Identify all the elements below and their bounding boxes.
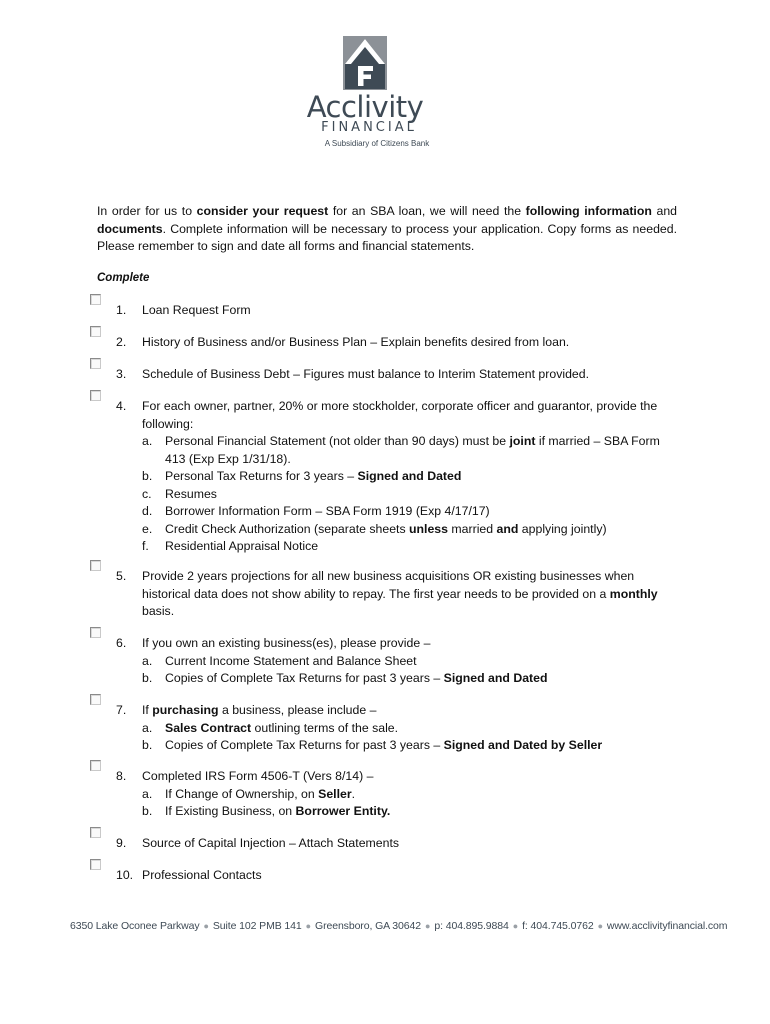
brand-name: Acclivity [306, 90, 424, 124]
complete-checkbox[interactable] [90, 827, 101, 838]
bullet-separator-icon: ● [305, 921, 311, 931]
sub-item-a: a. Personal Financial Statement (not older than 90 days) must be joint if married – SBA Form 413 (Exp Exp 1/31/18). [142, 434, 660, 466]
item-number: 3. [116, 367, 127, 381]
sub-item-b: b. Copies of Complete Tax Returns for past 3 years – Signed and Dated by Seller [142, 738, 603, 752]
footer-address: 6350 Lake Oconee Parkway [70, 920, 200, 932]
bullet-separator-icon: ● [425, 921, 431, 931]
item-text: History of Business and/or Business Plan – Explain benefits desired from loan. [142, 335, 570, 349]
complete-checkbox[interactable] [90, 560, 101, 571]
sub-item-a: a. Current Income Statement and Balance Sheet [142, 653, 417, 668]
sub-item-f: f. Residential Appraisal Notice [142, 539, 319, 553]
item-text: Provide 2 years projections for all new business acquisitions OR existing businesses when historical data does not show ability to repay. The first year needs to be provided on a monthly basis. [142, 569, 658, 618]
item-text: Source of Capital Injection – Attach Statements [142, 836, 400, 850]
company-logo [300, 36, 430, 149]
item-number: 7. [116, 703, 127, 717]
item-number: 1. [116, 303, 127, 317]
complete-checkbox[interactable] [90, 294, 101, 305]
item-text: For each owner, partner, 20% or more stockholder, corporate officer and guarantor, provide the following: a. Personal Financial Statement (not older than 90 days) must be joint if married – SBA Form 413 (Exp Exp 1/31/18). b. Personal Tax Returns for 3 years – Signed and Dated c. Resumes d. Borrower Information Form – SBA Form 1919 (Exp 4/17/17) e. Credit Check Authorization (separate sheets unless married and applying jointly) f. Residential Appraisal Notice [142, 398, 672, 556]
complete-checkbox[interactable] [90, 326, 101, 337]
complete-checkbox[interactable] [90, 627, 101, 638]
bullet-separator-icon: ● [512, 921, 519, 931]
complete-column-label: Complete [97, 272, 150, 284]
item-text: Schedule of Business Debt – Figures must balance to Interim Statement provided. [142, 367, 590, 381]
complete-checkbox[interactable] [90, 859, 101, 870]
item-number: 6. [116, 636, 127, 650]
sub-item-d: d. Borrower Information Form – SBA Form 1919 (Exp 4/17/17) [142, 504, 490, 518]
item-text: Professional Contacts [142, 868, 262, 882]
footer-website-link[interactable]: www.acclivityfinancial.com [606, 920, 728, 932]
sub-item-b: b. Personal Tax Returns for 3 years – Signed and Dated [142, 469, 462, 483]
bullet-separator-icon: ● [597, 921, 603, 931]
sub-item-a: a. Sales Contract outlining terms of the sale. [142, 720, 399, 735]
bullet-separator-icon: ● [203, 921, 209, 931]
acclivity-logo-mark-icon [343, 36, 387, 90]
complete-checkbox[interactable] [90, 760, 101, 771]
item-number: 5. [116, 569, 127, 583]
item-text: Completed IRS Form 4506-T (Vers 8/14) – a. If Change of Ownership, on Seller. b. If Existing Business, on Borrower Entity. [142, 768, 672, 821]
complete-checkbox[interactable] [90, 390, 101, 401]
sub-item-c: c. Resumes [142, 486, 217, 501]
footer-city: Greensboro, GA 30642 [315, 920, 421, 932]
intro-paragraph: In order for us to consider your request for an SBA loan, we will need the following information and documents. Complete information will be necessary to process your application. Copy forms as needed. Please remember to sign and date all forms and financial statements. [97, 204, 677, 253]
footer-contact-info [70, 920, 728, 932]
item-number: 9. [116, 836, 127, 850]
brand-subtitle: FINANCIAL [321, 120, 417, 135]
sub-item-a: a. If Change of Ownership, on Seller. [142, 786, 356, 801]
item-number: 2. [116, 335, 127, 349]
item-number: 10. [116, 868, 134, 882]
footer-suite: Suite 102 PMB 141 [212, 920, 302, 932]
sub-item-b: b. If Existing Business, on Borrower Entity. [142, 804, 391, 818]
sub-item-b: b. Copies of Complete Tax Returns for past 3 years – Signed and Dated [142, 671, 548, 685]
footer-phone: p: 404.895.9884 [434, 920, 509, 932]
item-number: 8. [116, 769, 127, 783]
complete-checkbox[interactable] [90, 358, 101, 369]
complete-checkbox[interactable] [90, 694, 101, 705]
item-text: Loan Request Form [142, 303, 251, 317]
brand-tagline: A Subsidiary of Citizens Bank [324, 139, 430, 148]
item-text: If purchasing a business, please include – a. Sales Contract outlining terms of the sale. b. Copies of Complete Tax Returns for past 3 years – Signed and Dated by Seller [142, 702, 672, 755]
item-number: 4. [116, 399, 127, 413]
footer-fax: f: 404.745.0762 [522, 920, 594, 932]
item-text: If you own an existing business(es), please provide – a. Current Income Statement and Balance Sheet b. Copies of Complete Tax Returns for past 3 years – Signed and Dated [142, 635, 672, 688]
sub-item-e: e. Credit Check Authorization (separate sheets unless married and applying jointly) [142, 521, 607, 536]
